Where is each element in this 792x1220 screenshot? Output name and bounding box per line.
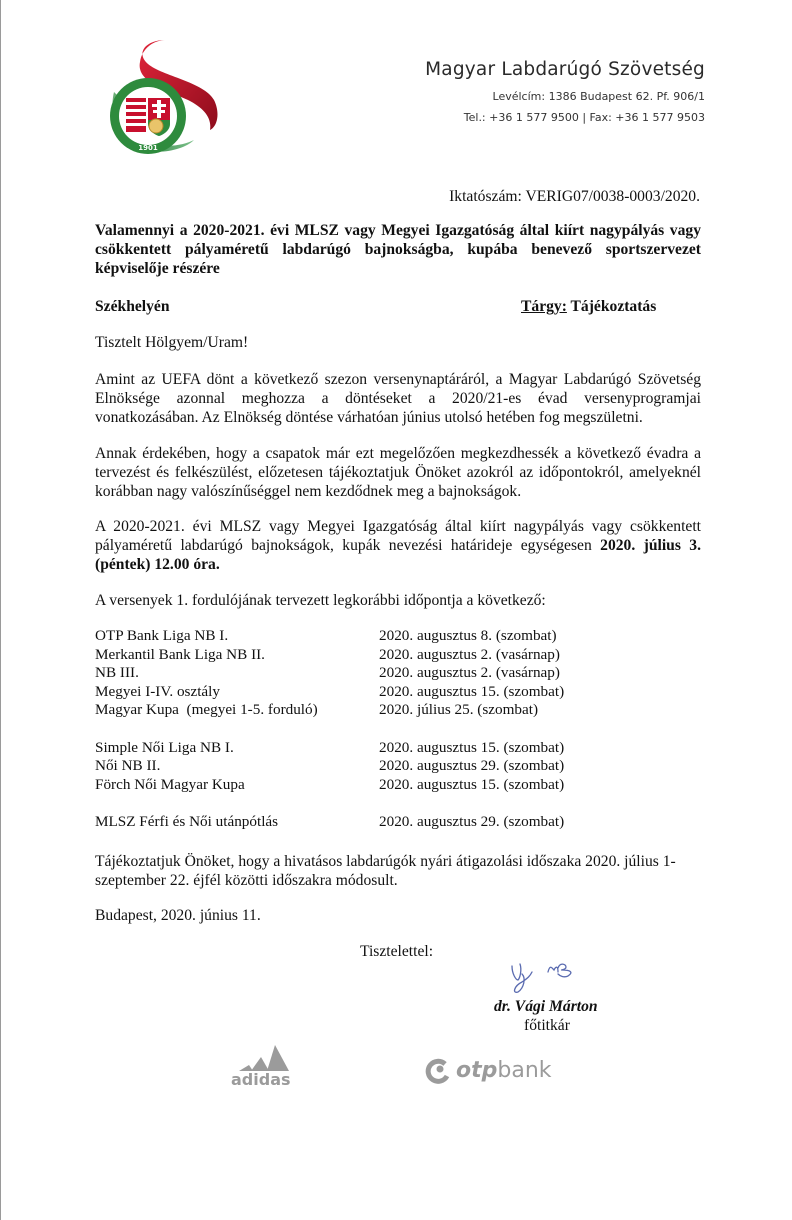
subject-line bbox=[521, 297, 656, 316]
closing: Tisztelettel: bbox=[360, 943, 434, 960]
paragraph-2: Annak érdekében, hogy a csapatok már ezt megelőzően megkezdhessék a következő évadra a tervezést és felkészülést, előzetesen tájékoztatjuk Önöket azokról az időpontokról, amelyeknél korábban nagy valószínűséggel nem kezdődnek meg a bajnokságok. bbox=[95, 445, 701, 500]
deadline-intro: A 2020-2021. évi MLSZ vagy Megyei Igazgatóság által kiírt nagypályás vagy csökkentett pályaméretű labdarúgó bajnokságok, kupák nevezési határideje egységesen bbox=[95, 518, 701, 554]
svg-text:adidas: adidas bbox=[231, 1070, 291, 1087]
competition: Simple Női Liga NB I. bbox=[95, 738, 234, 756]
start-date: 2020. augusztus 15. (szombat) bbox=[379, 775, 565, 793]
competition: NB III. bbox=[95, 664, 139, 682]
start-date: 2020. augusztus 29. (szombat) bbox=[379, 757, 565, 775]
otpbank-logo-icon bbox=[425, 1058, 451, 1084]
competition: Förch Női Magyar Kupa bbox=[95, 775, 245, 793]
deadline-date: 2020. július 3. (péntek) 12.00 óra. bbox=[95, 537, 701, 573]
org-name: Magyar Labdarúgó Szövetség bbox=[425, 59, 705, 80]
start-date: 2020. augusztus 29. (szombat) bbox=[379, 812, 565, 830]
location: Székhelyén bbox=[95, 298, 170, 315]
competition: Magyar Kupa (megyei 1-5. forduló) bbox=[95, 701, 318, 719]
page-edge bbox=[0, 0, 1, 1220]
place-date: Budapest, 2020. június 11. bbox=[95, 907, 261, 924]
subject-value: Tájékoztatás bbox=[570, 298, 657, 315]
signatory-name: dr. Vági Márton bbox=[494, 998, 598, 1015]
subject-label: Tárgy: bbox=[521, 298, 567, 315]
start-date: 2020. július 25. (szombat) bbox=[379, 701, 539, 719]
start-date: 2020. augusztus 15. (szombat) bbox=[379, 738, 565, 756]
otpbank-wordmark: otpbank bbox=[456, 1058, 552, 1083]
competition: OTP Bank Liga NB I. bbox=[95, 627, 229, 644]
salutation: Tisztelt Hölgyem/Uram! bbox=[95, 334, 249, 351]
paragraph-3 bbox=[95, 517, 701, 574]
signatory-title: főtitkár bbox=[524, 1017, 570, 1034]
start-date: 2020. augusztus 2. (vasárnap) bbox=[379, 664, 560, 682]
paragraph-1: Amint az UEFA dönt a következő szezon versenynaptáráról, a Magyar Labdarúgó Szövetség Elnöksége azonnal meghozza a döntéseket a 2020/21-es évad versenyprogramjai vonatkozásában. Az Elnökség döntése várhatóan június utolsó hetében fog megszületni. bbox=[95, 371, 701, 426]
letterhead bbox=[425, 58, 705, 128]
competition: MLSZ Férfi és Női utánpótlás bbox=[95, 812, 279, 830]
handwritten-signature-icon bbox=[500, 958, 600, 998]
adidas-logo-icon bbox=[231, 1041, 299, 1092]
start-date: 2020. augusztus 15. (szombat) bbox=[379, 682, 565, 700]
competition: Megyei I-IV. osztály bbox=[95, 682, 220, 700]
mlsz-crest-icon bbox=[96, 34, 226, 164]
addressee: Valamennyi a 2020-2021. évi MLSZ vagy Megyei Igazgatóság által kiírt nagypályás vagy csökkentett pályaméretű labdarúgó bajnokságba, kupába benevező sportszervezet képviselője részére bbox=[95, 222, 701, 277]
postal-address: Levélcím: 1386 Budapest 62. Pf. 906/1 bbox=[492, 90, 705, 103]
phone-fax: Tel.: +36 1 577 9500 | Fax: +36 1 577 9503 bbox=[463, 111, 705, 124]
competition: Női NB II. bbox=[95, 757, 161, 775]
reference-number: Iktatószám: VERIG07/0038-0003/2020. bbox=[449, 188, 700, 205]
start-date: 2020. augusztus 2. (vasárnap) bbox=[379, 645, 560, 663]
competition: Merkantil Bank Liga NB II. bbox=[95, 645, 265, 663]
otpbank-logo bbox=[425, 1058, 552, 1084]
paragraph-4: A versenyek 1. fordulójának tervezett legkorábbi időpontja a következő: bbox=[95, 592, 546, 609]
start-date: 2020. augusztus 8. (szombat) bbox=[379, 627, 557, 644]
paragraph-5: Tájékoztatjuk Önöket, hogy a hivatásos labdarúgók nyári átigazolási időszaka 2020. július 1-szeptember 22. éjfél közötti időszakra módosult. bbox=[95, 853, 676, 889]
svg-text:1901: 1901 bbox=[138, 144, 158, 152]
